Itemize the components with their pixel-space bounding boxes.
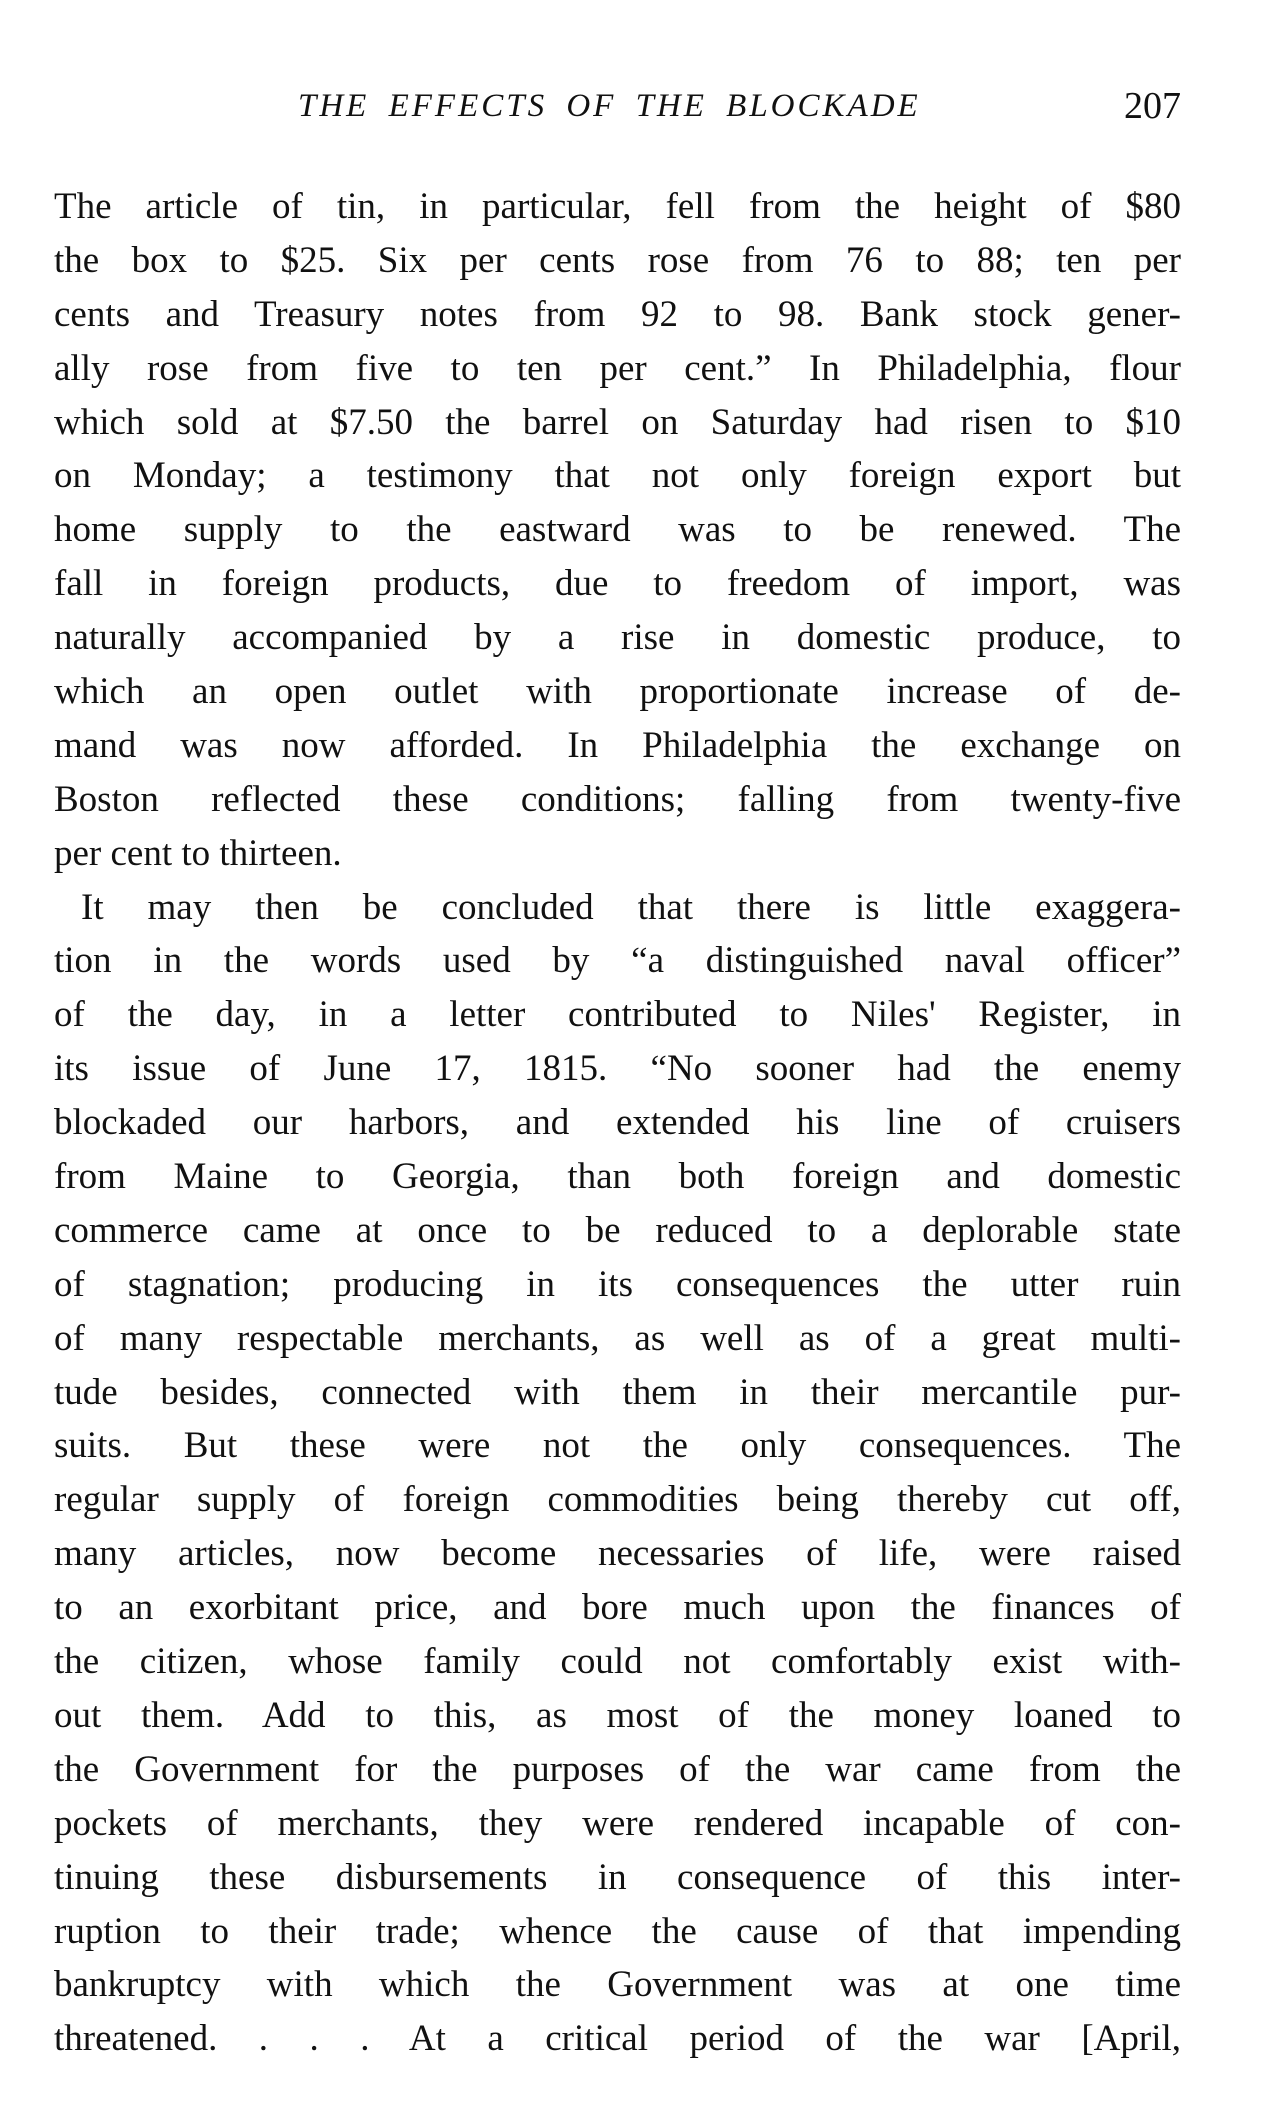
text-line: ruption to their trade; whence the cause of that impending [54,1910,1181,1952]
text-line: threatened. . . . At a critical period of the war [April, [54,2018,1181,2060]
text-line: Boston reflected these conditions; falling from twenty-five [54,778,1181,820]
text-line: home supply to the eastward was to be renewed. The [54,509,1181,551]
text-line: tion in the words used by “a distinguished naval officer” [54,940,1181,982]
body-text [54,180,1181,2066]
text-line: mand was now afforded. In Philadelphia the exchange on [54,724,1181,766]
text-line: ally rose from five to ten per cent.” In Philadelphia, flour [54,347,1181,389]
text-line: of the day, in a letter contributed to Niles' Register, in [54,994,1181,1036]
text-line: on Monday; a testimony that not only foreign export but [54,455,1181,497]
text-line: commerce came at once to be reduced to a deplorable state [54,1209,1181,1251]
text-line: of stagnation; producing in its consequences the utter ruin [54,1263,1181,1305]
text-line: It may then be concluded that there is little exaggera- [81,886,1181,928]
text-line: naturally accompanied by a rise in domestic produce, to [54,617,1181,659]
text-line: which an open outlet with proportionate increase of de- [54,671,1181,713]
text-line: bankruptcy with which the Government was at one time [54,1964,1181,2006]
running-title: THE EFFECTS OF THE BLOCKADE [298,88,921,124]
text-line: which sold at $7.50 the barrel on Saturday had risen to $10 [54,401,1181,443]
page-header [54,85,1181,138]
text-line: the Government for the purposes of the war came from the [54,1748,1181,1790]
text-line: of many respectable merchants, as well as of a great multi- [54,1317,1181,1359]
text-line: The article of tin, in particular, fell from the height of $80 [54,186,1181,227]
text-line: fall in foreign products, due to freedom of import, was [54,563,1181,605]
text-line: to an exorbitant price, and bore much upon the finances of [54,1587,1181,1629]
text-line: the citizen, whose family could not comfortably exist with- [54,1641,1181,1683]
text-line: out them. Add to this, as most of the money loaned to [54,1694,1181,1736]
text-line: many articles, now become necessaries of life, were raised [54,1533,1181,1575]
text-line: regular supply of foreign commodities being thereby cut off, [54,1479,1181,1521]
text-line: tinuing these disbursements in consequence of this inter- [54,1856,1181,1898]
text-line: the box to $25. Six per cents rose from 76 to 88; ten per [54,239,1181,281]
text-line: its issue of June 17, 1815. “No sooner had the enemy [54,1048,1181,1090]
text-line: tude besides, connected with them in their mercantile pur- [54,1371,1181,1413]
text-line: suits. But these were not the only consequences. The [54,1425,1181,1467]
text-line: per cent to thirteen. [54,832,342,874]
page-number: 207 [1124,85,1181,127]
text-line: blockaded our harbors, and extended his line of cruisers [54,1102,1181,1144]
text-line: cents and Treasury notes from 92 to 98. Bank stock gener- [54,293,1181,335]
text-line: from Maine to Georgia, than both foreign and domestic [54,1156,1181,1198]
text-line: pockets of merchants, they were rendered incapable of con- [54,1802,1181,1844]
